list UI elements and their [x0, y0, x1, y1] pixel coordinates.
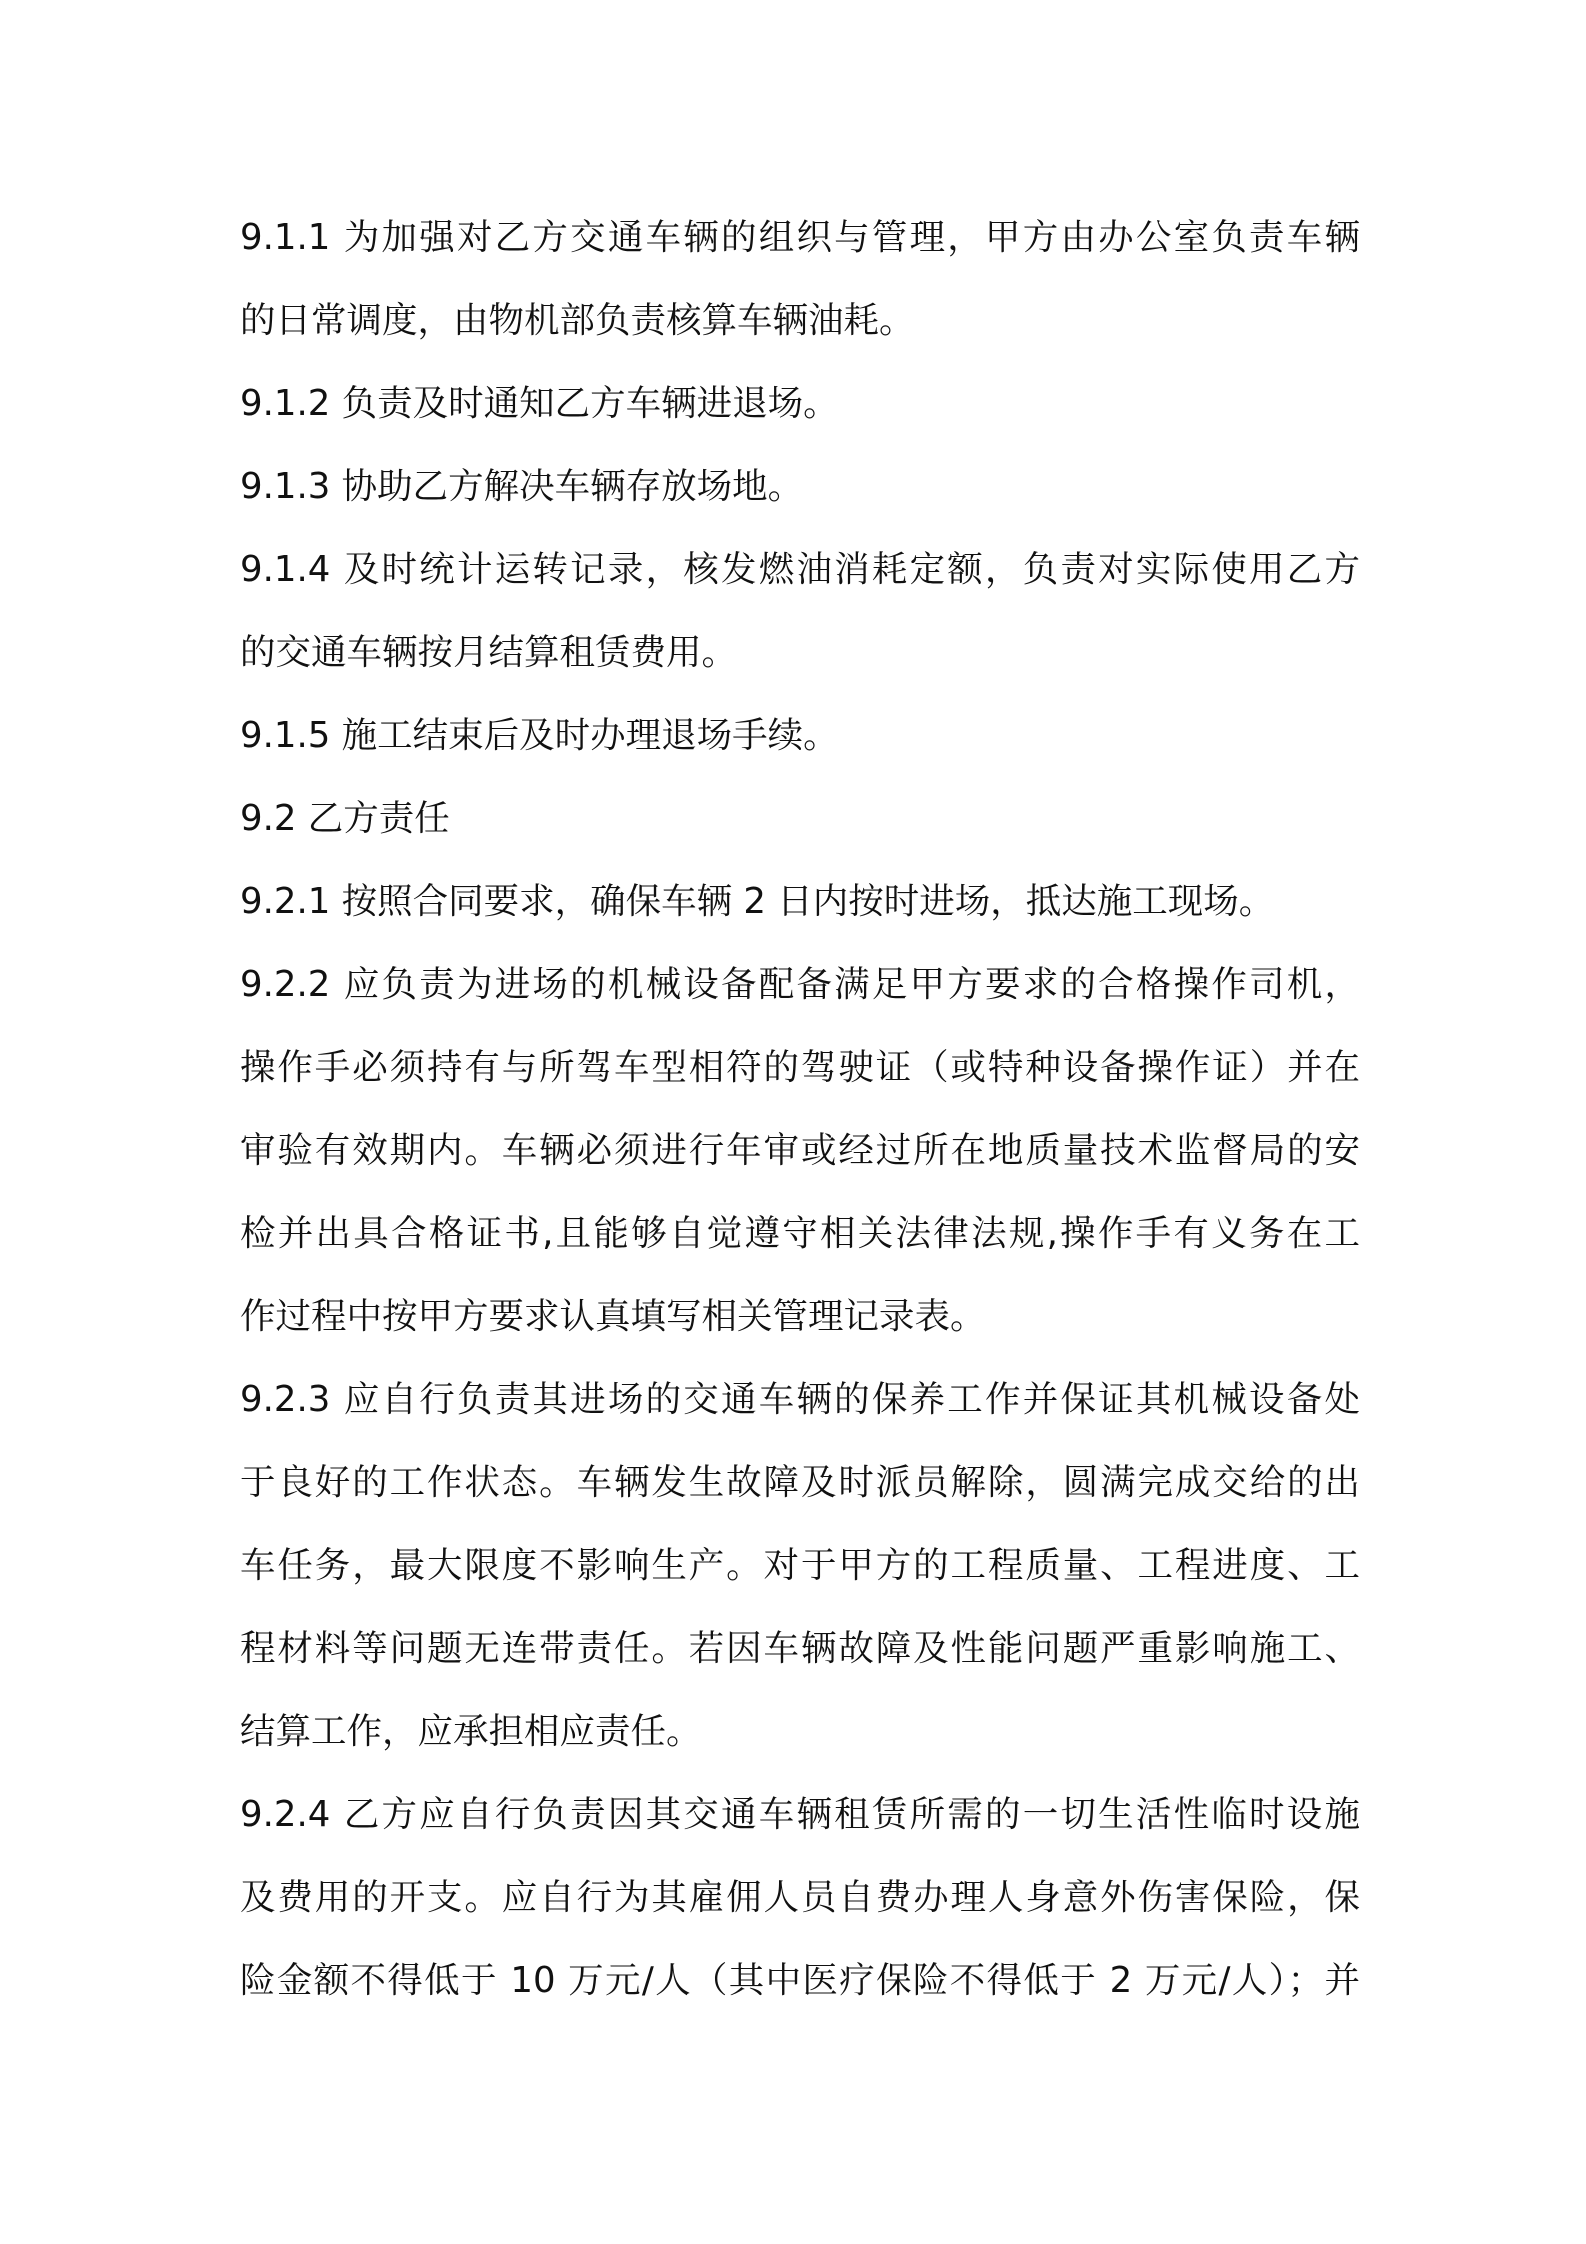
- text-line: 9.1.1 为加强对乙方交通车辆的组织与管理，甲方由办公室负责车辆: [240, 217, 1360, 258]
- text-line: 9.1.2 负责及时通知乙方车辆进退场。: [240, 383, 839, 424]
- text-line: 9.2.4 乙方应自行负责因其交通车辆租赁所需的一切生活性临时设施: [240, 1794, 1360, 1835]
- text-line: 结算工作，应承担相应责任。: [240, 1711, 702, 1752]
- text-line: 9.1.4 及时统计运转记录，核发燃油消耗定额，负责对实际使用乙方: [240, 549, 1360, 590]
- text-line: 的交通车辆按月结算租赁费用。: [240, 632, 738, 673]
- section-heading: 9.2 乙方责任: [240, 798, 450, 839]
- text-line: 车任务，最大限度不影响生产。对于甲方的工程质量、工程进度、工: [240, 1545, 1360, 1586]
- text-line: 于良好的工作状态。车辆发生故障及时派员解除，圆满完成交给的出: [240, 1462, 1360, 1503]
- text-line: 9.2.3 应自行负责其进场的交通车辆的保养工作并保证其机械设备处: [240, 1379, 1360, 1420]
- text-line: 9.2.2 应负责为进场的机械设备配备满足甲方要求的合格操作司机，: [240, 964, 1360, 1005]
- text-line: 操作手必须持有与所驾车型相符的驾驶证（或特种设备操作证）并在: [240, 1047, 1360, 1088]
- document-body: [240, 196, 1360, 2022]
- text-line: 及费用的开支。应自行为其雇佣人员自费办理人身意外伤害保险，保: [240, 1877, 1360, 1918]
- text-line: 9.1.3 协助乙方解决车辆存放场地。: [240, 466, 804, 507]
- text-line: 审验有效期内。车辆必须进行年审或经过所在地质量技术监督局的安: [240, 1130, 1360, 1171]
- text-line: 作过程中按甲方要求认真填写相关管理记录表。: [240, 1296, 986, 1337]
- text-line: 的日常调度，由物机部负责核算车辆油耗。: [240, 300, 915, 341]
- text-line: 9.2.1 按照合同要求，确保车辆 2 日内按时进场，抵达施工现场。: [240, 881, 1275, 922]
- text-line: 9.1.5 施工结束后及时办理退场手续。: [240, 715, 839, 756]
- text-line: 程材料等问题无连带责任。若因车辆故障及性能问题严重影响施工、: [240, 1628, 1360, 1669]
- text-line: 检并出具合格证书,且能够自觉遵守相关法律法规,操作手有义务在工: [240, 1213, 1360, 1254]
- text-line: 险金额不得低于 10 万元/人（其中医疗保险不得低于 2 万元/人）；并: [240, 1960, 1360, 2001]
